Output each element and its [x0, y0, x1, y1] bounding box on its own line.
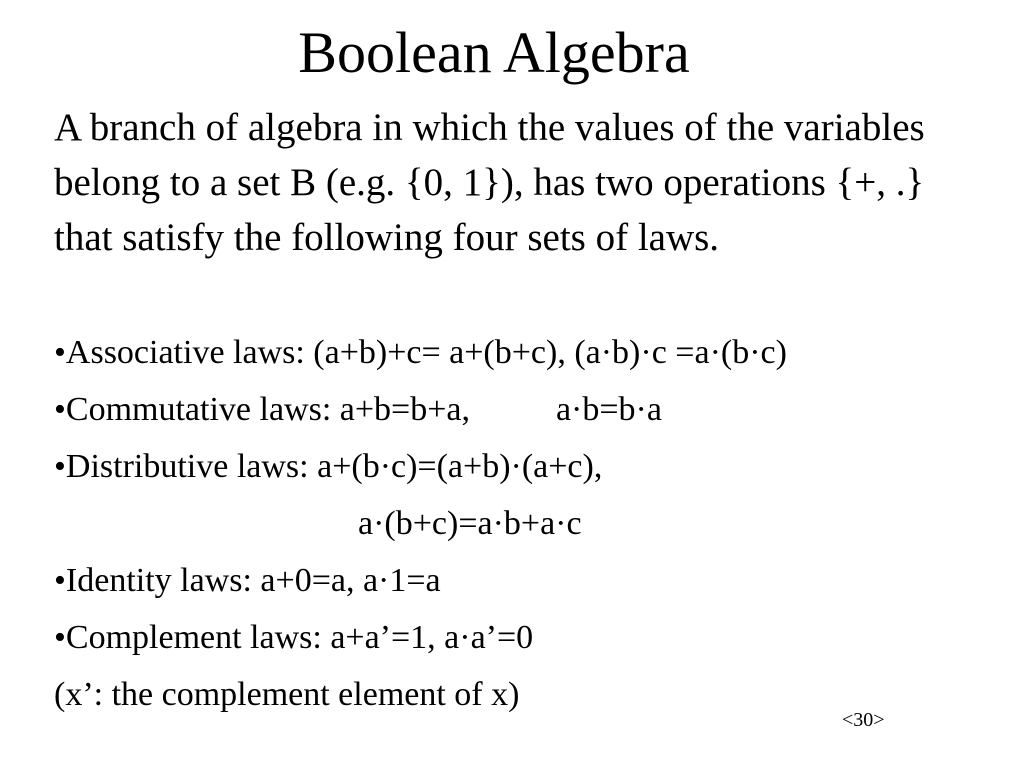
intro-paragraph: A branch of algebra in which the values of the variables belong to a set B (e.g. {0, 1}), has two operations {+, .} that satisfy the following four sets of laws.: [54, 106, 925, 259]
distributive-laws: •Distributive laws: a+(b·c)=(a+b)·(a+c),: [54, 448, 603, 485]
commutative-law-addition: •Commutative laws: a+b=b+a,: [54, 391, 470, 428]
identity-laws: •Identity laws: a+0=a, a·1=a: [54, 562, 441, 599]
commutative-laws: [54, 390, 662, 430]
distributive-law-second: a·(b+c)=a·b+a·c: [358, 505, 582, 542]
complement-note: (x’: the complement element of x): [54, 676, 520, 713]
associative-laws: •Associative laws: (a+b)+c= a+(b+c), (a·b)·c =a·(b·c): [54, 334, 787, 371]
commutative-law-multiplication: a·b=b·a: [555, 391, 662, 428]
slide-title: Boolean Algebra: [298, 20, 690, 85]
page-number: <30>: [842, 709, 885, 731]
complement-laws: •Complement laws: a+a’=1, a·a’=0: [54, 619, 534, 656]
